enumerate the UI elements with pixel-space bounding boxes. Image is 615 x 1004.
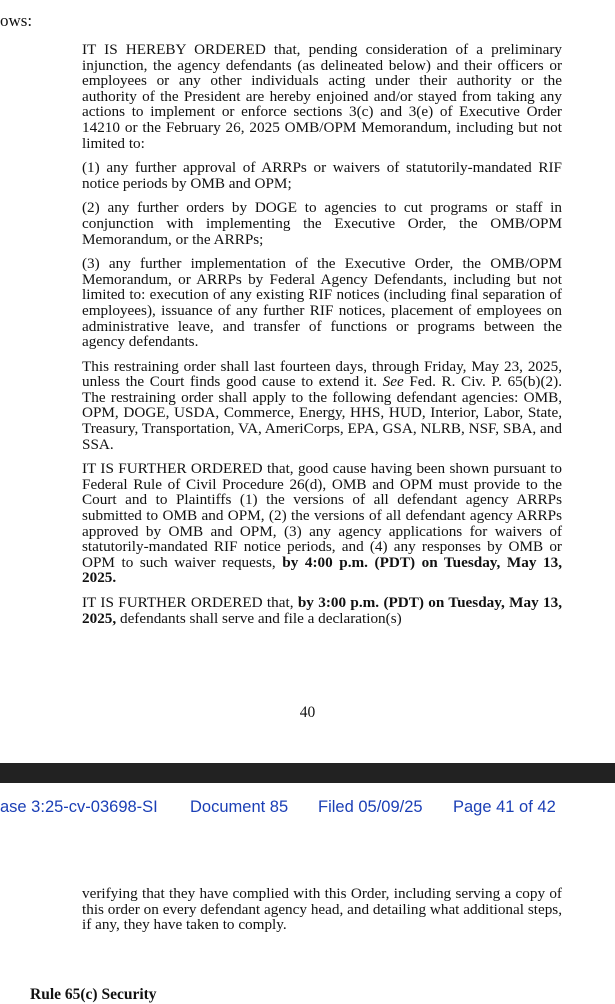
page-number: 40 <box>299 704 316 721</box>
section-heading: Rule 65(c) Security <box>30 986 157 1003</box>
case-header <box>0 798 615 820</box>
see-citation: See <box>382 373 404 391</box>
order-paragraph-enjoin: IT IS HEREBY ORDERED that, pending consideration of a preliminary injunction, the agency defendants (as delineated below) and their officers or employees or any other individuals acting under their authority or the authority of the President are hereby enjoined and/or stayed from taking any actions to implement or enforce sections 3(c) and 3(e) of Executive Order 14210 or the February 26, 2025 OMB/OPM Memorandum, including but not limited to: <box>82 41 562 152</box>
order-item-2: (2) any further orders by DOGE to agencies to cut programs or staff in conjunction with implementing the Executive Order, the OMB/OPM Memorandum, or the ARRPs; <box>82 199 562 248</box>
filed-date-link[interactable]: Filed 05/09/25 <box>318 798 423 816</box>
order-body <box>82 42 562 635</box>
restraining-order-paragraph: This restraining order shall last fourteen days, through Friday, May 23, 2025, unless the Court finds good cause to extend it. See Fed. R. Civ. P. 65(b)(2). The restraining order shall apply to the following defendant agencies: OMB, OPM, DOGE, USDA, Commerce, Energy, HHS, HUD, Interior, Labor, State, Treasury, Transportation, VA, AmeriCorps, EPA, GSA, NLRB, NSF, SBA, and SSA. <box>82 357 562 453</box>
further-order-declaration: IT IS FURTHER ORDERED that, by 3:00 p.m. (PDT) on Tuesday, May 13, 2025, defendants shall serve and file a declaration(s) <box>82 594 562 627</box>
deadline-2: by 3:00 p.m. (PDT) on Tuesday, May 13, 2025, <box>82 594 562 627</box>
order-item-3: (3) any further implementation of the Executive Order, the OMB/OPM Memorandum, or ARRPs by Federal Agency Defendants, including but not limited to: execution of any existing RIF notices (including final separation of employees), issuance of any further RIF notices, placement of employees on administrative leave, and transfer of functions or programs between the agency defendants. <box>82 255 562 351</box>
further-order-discovery: IT IS FURTHER ORDERED that, good cause having been shown pursuant to Federal Rule of Civil Procedure 26(d), OMB and OPM must provide to the Court and to Plaintiffs (1) the versions of all defendant agency ARRPs submitted to OMB and OPM, (2) the versions of all defendant agency ARRPs approved by OMB and OPM, (3) any agency applications for waivers of statutorily-mandated RIF notice periods, and (4) any responses by OMB or OPM to such waiver requests, by 4:00 p.m. (PDT) on Tuesday, May 13, 2025. <box>82 460 562 587</box>
continuation-paragraph: verifying that they have complied with this Order, including serving a copy of this order on every defendant agency head, and detailing what additional steps, if any, they have taken to comply. <box>82 885 562 934</box>
case-number-link[interactable]: ase 3:25-cv-03698-SI <box>0 798 158 816</box>
page-count-link[interactable]: Page 41 of 42 <box>453 798 556 816</box>
order-item-1: (1) any further approval of ARRPs or waivers of statutorily-mandated RIF notice periods by OMB and OPM; <box>82 159 562 192</box>
deadline-1: by 4:00 p.m. (PDT) on Tuesday, May 13, 2025. <box>82 553 562 587</box>
page-break-bar <box>0 763 615 783</box>
previous-text-fragment: ows: <box>0 11 33 30</box>
document-link[interactable]: Document 85 <box>190 798 289 816</box>
